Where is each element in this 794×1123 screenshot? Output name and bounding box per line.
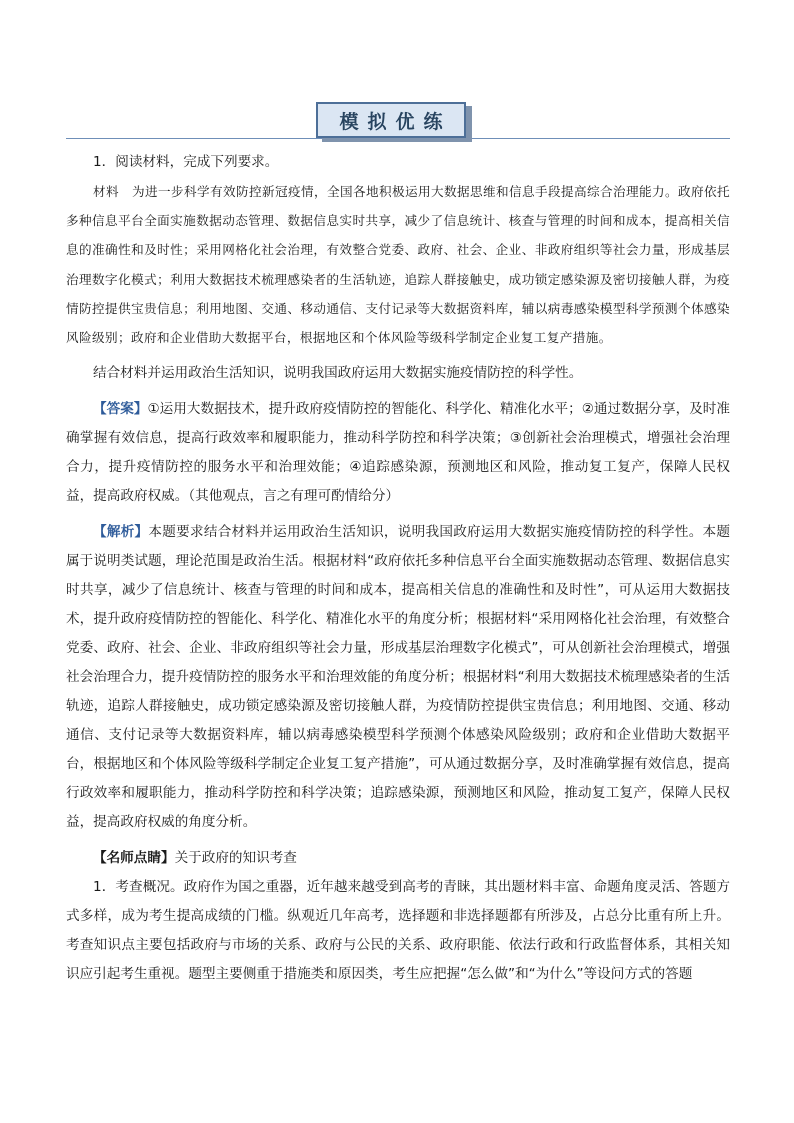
answer-label: 【答案】 [93, 401, 148, 418]
question-prompt: 结合材料并运用政治生活知识，说明我国政府运用大数据实施疫情防控的科学性。 [93, 365, 583, 382]
tip-heading [66, 844, 730, 873]
analysis-label: 【解析】 [93, 524, 149, 541]
material-label: 材料 [93, 184, 119, 199]
tip-label: 【名师点睛】 [93, 850, 175, 867]
material-paragraph [66, 177, 730, 352]
question-stem: 1．阅读材料，完成下列要求。 [93, 154, 279, 170]
material-text: 为进一步科学有效防控新冠疫情，全国各地积极运用大数据思维和信息手段提高综合治理能力。政府依托多种信息平台全面实施数据动态管理、数据信息实时共享，减少了信息统计、核查与管理的时间和成本，提高相关信息的准确性和及时性；采用网格化社会治理，有效整合党委、政府、社会、企业、非政府组织等社会力量，形成基层治理数字化模式；利用大数据技术梳理感染者的生活轨迹，追踪人群接触史，成功锁定感染源及密切接触人群，为疫情防控提供宝贵信息；利用地图、交通、移动通信、支付记录等大数据资料库，辅以病毒感染模型科学预测个体感染风险级别；政府和企业借助大数据平台，根据地区和个体风险等级科学制定企业复工复产措施。 [66, 184, 730, 346]
document-body [66, 148, 730, 989]
tip-point-1: 1．考查概况。政府作为国之重器，近年越来越受到高考的青睐，其出题材料丰富、命题角度灵活、答题方式多样，成为考生提高成绩的门槛。纵观近几年高考，选择题和非选择题都有所涉及，占总分比重有所上升。考查知识点主要包括政府与市场的关系、政府与公民的关系、政府职能、依法行政和行政监督体系，其相关知识应引起考生重视。题型主要侧重于措施类和原因类，考生应把握“怎么做”和“为什么”等设问方式的答题 [66, 879, 730, 983]
section-title: 模拟优练 [339, 110, 452, 133]
answer-paragraph [66, 395, 730, 511]
tip-heading-text: 关于政府的知识考查 [174, 850, 297, 867]
section-banner [314, 100, 474, 144]
answer-text: ①运用大数据技术，提升政府疫情防控的智能化、科学化、精准化水平；②通过数据分享，及时准确掌握有效信息，提高行政效率和履职能力，推动科学防控和科学决策；③创新社会治理模式，增强社会治理合力，提升疫情防控的服务水平和治理效能；④追踪感染源，预测地区和风险，推动复工复产，保障人民权益，提高政府权威。（其他观点，言之有理可酌情给分） [66, 401, 731, 505]
banner-box [316, 102, 466, 138]
analysis-paragraph [66, 518, 730, 837]
analysis-text: 本题要求结合材料并运用政治生活知识，说明我国政府运用大数据实施疫情防控的科学性。本题属于说明类试题，理论范围是政治生活。根据材料“政府依托多种信息平台全面实施数据动态管理、数据信息实时共享，减少了信息统计、核查与管理的时间和成本，提高相关信息的准确性和及时性”，可从运用大数据技术，提升政府疫情防控的智能化、科学化、精准化水平的角度分析；根据材料“采用网格化社会治理，有效整合党委、政府、社会、企业、非政府组织等社会力量，形成基层治理数字化模式”，可从创新社会治理模式，增强社会治理合力，提升疫情防控的服务水平和治理效能的角度分析；根据材料“利用大数据技术梳理感染者的生活轨迹，追踪人群接触史，成功锁定感染源及密切接触人群，为疫情防控提供宝贵信息；利用地图、交通、移动通信、支付记录等大数据资料库，辅以病毒感染模型科学预测个体感染风险级别；政府和企业借助大数据平台，根据地区和个体风险等级科学制定企业复工复产措施”，可从通过数据分享，及时准确掌握有效信息，提高行政效率和履职能力，推动科学防控和科学决策；追踪感染源，预测地区和风险，推动复工复产，保障人民权益，提高政府权威的角度分析。 [66, 524, 731, 831]
